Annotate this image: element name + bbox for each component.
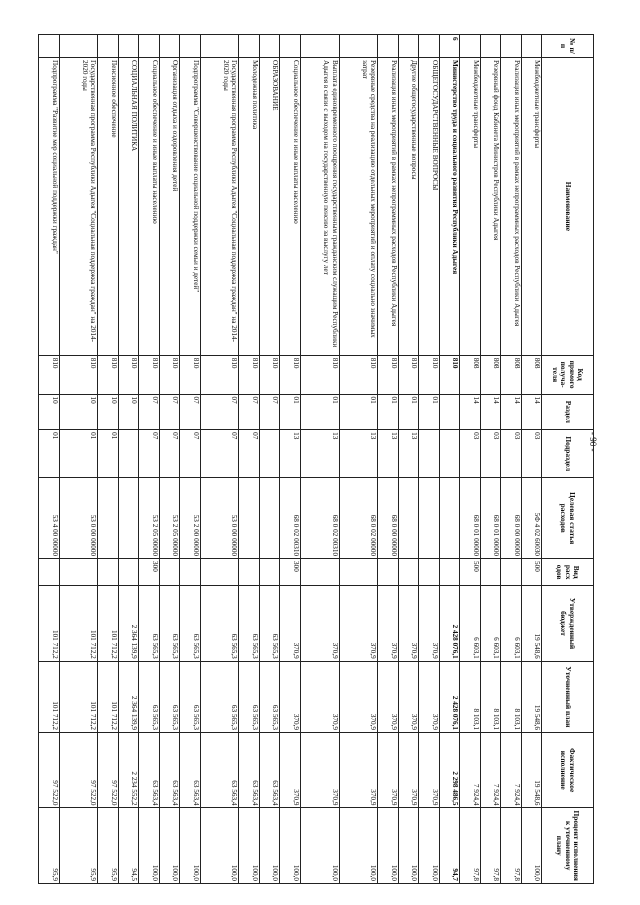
- cell-type: [39, 559, 60, 586]
- cell-subsection: [419, 430, 439, 478]
- cell-type: [259, 559, 279, 586]
- table-row: [98, 35, 118, 884]
- cell-refined: 8 103,1: [480, 661, 500, 732]
- table-row: [378, 35, 398, 884]
- table-row: [501, 35, 521, 884]
- cell-name: Резервные средства на реализацию отдельных мероприятий и оплату социально значимых затрат: [339, 58, 378, 356]
- cell-section: 01: [280, 394, 300, 430]
- cell-subsection: 13: [280, 430, 300, 478]
- cell-code: 810: [98, 355, 118, 394]
- cell-section: 14: [460, 394, 480, 430]
- cell-code: 810: [139, 355, 159, 394]
- cell-refined: 370,9: [280, 661, 300, 732]
- cell-code: 810: [180, 355, 200, 394]
- cell-approved: 63 565,3: [139, 586, 159, 661]
- table-row: [280, 35, 300, 884]
- cell-percent: 97,8: [480, 808, 500, 884]
- cell-actual: 370,9: [419, 733, 439, 808]
- cell-num: [159, 35, 179, 58]
- cell-approved: 63 565,3: [159, 586, 179, 661]
- cell-type: [180, 559, 200, 586]
- cell-refined: 63 565,3: [259, 661, 279, 732]
- cell-refined: 370,9: [300, 661, 339, 732]
- cell-percent: 95,9: [98, 808, 118, 884]
- cell-actual: 370,9: [398, 733, 418, 808]
- cell-target: [98, 478, 118, 559]
- cell-section: 10: [59, 394, 98, 430]
- cell-section: 14: [521, 394, 541, 430]
- cell-target: 53 2 00 00000: [180, 478, 200, 559]
- cell-refined: 63 565,3: [180, 661, 200, 732]
- table-row: [59, 35, 98, 884]
- header-subsection: Подраздел: [542, 430, 594, 478]
- cell-code: 810: [59, 355, 98, 394]
- cell-refined: 101 712,2: [98, 661, 118, 732]
- cell-percent: 100,0: [378, 808, 398, 884]
- cell-refined: 101 712,2: [59, 661, 98, 732]
- cell-num: [501, 35, 521, 58]
- cell-approved: 370,9: [280, 586, 300, 661]
- cell-num: [118, 35, 138, 58]
- cell-code: 810: [419, 355, 439, 394]
- cell-approved: 19 548,6: [521, 586, 541, 661]
- cell-name: ОБРАЗОВАНИЕ: [259, 58, 279, 356]
- cell-percent: 94,7: [439, 808, 459, 884]
- cell-actual: 7 924,4: [460, 733, 480, 808]
- cell-subsection: 13: [339, 430, 378, 478]
- cell-num: [39, 35, 60, 58]
- cell-target: 53 0 00 00000: [200, 478, 239, 559]
- cell-code: 810: [259, 355, 279, 394]
- cell-subsection: 03: [480, 430, 500, 478]
- header-code: Код прямого получа-теля: [542, 355, 594, 394]
- cell-percent: 94,5: [118, 808, 138, 884]
- cell-code: 810: [280, 355, 300, 394]
- cell-subsection: 07: [239, 430, 259, 478]
- cell-type: [378, 559, 398, 586]
- cell-actual: 97 522,0: [59, 733, 98, 808]
- cell-target: 53 2 05 00000: [139, 478, 159, 559]
- cell-type: 300: [280, 559, 300, 586]
- cell-num: [339, 35, 378, 58]
- cell-code: 808: [460, 355, 480, 394]
- cell-code: 810: [39, 355, 60, 394]
- header-approved: Утвержденный бюджет: [542, 586, 594, 661]
- table-row: [159, 35, 179, 884]
- cell-approved: 2 364 139,9: [118, 586, 138, 661]
- cell-refined: 63 565,3: [139, 661, 159, 732]
- cell-subsection: 01: [98, 430, 118, 478]
- cell-num: [180, 35, 200, 58]
- cell-subsection: 13: [378, 430, 398, 478]
- cell-name: ОБЩЕГОСУДАРСТВЕННЫЕ ВОПРОСЫ: [419, 58, 439, 356]
- cell-name: Реализация иных мероприятий в рамках непрограммных расходов Республики Адыгея: [501, 58, 521, 356]
- cell-actual: 63 563,4: [259, 733, 279, 808]
- table-row: [300, 35, 339, 884]
- header-actual: Фактическое исполнение: [542, 733, 594, 808]
- table-row: [139, 35, 159, 884]
- cell-percent: 100,0: [280, 808, 300, 884]
- cell-name: Государственная программа Республики Адыгея "Социальная поддержка граждан" на 2014-2020 годы: [200, 58, 239, 356]
- cell-num: [98, 35, 118, 58]
- cell-subsection: 01: [39, 430, 60, 478]
- table-header-row: [542, 35, 594, 884]
- table-row: [339, 35, 378, 884]
- cell-type: [419, 559, 439, 586]
- cell-refined: 19 548,6: [521, 661, 541, 732]
- table-row: [439, 35, 459, 884]
- cell-section: 10: [98, 394, 118, 430]
- cell-target: 68 0 02 00000: [339, 478, 378, 559]
- cell-actual: 370,9: [300, 733, 339, 808]
- cell-refined: 370,9: [419, 661, 439, 732]
- cell-refined: 101 712,2: [39, 661, 60, 732]
- cell-target: [439, 478, 459, 559]
- cell-approved: 2 428 076,1: [439, 586, 459, 661]
- cell-refined: 370,9: [398, 661, 418, 732]
- cell-name: Межбюджетные трансферты: [460, 58, 480, 356]
- cell-type: [200, 559, 239, 586]
- cell-subsection: 03: [521, 430, 541, 478]
- cell-subsection: 07: [200, 430, 239, 478]
- cell-section: 14: [480, 394, 500, 430]
- cell-approved: 370,9: [419, 586, 439, 661]
- cell-refined: 63 565,3: [159, 661, 179, 732]
- cell-percent: 95,9: [59, 808, 98, 884]
- cell-code: 810: [398, 355, 418, 394]
- cell-subsection: 01: [59, 430, 98, 478]
- cell-refined: 370,9: [378, 661, 398, 732]
- cell-approved: 63 565,3: [200, 586, 239, 661]
- cell-subsection: [439, 430, 459, 478]
- table-container: [38, 34, 594, 884]
- cell-approved: 63 565,3: [239, 586, 259, 661]
- cell-approved: 6 603,1: [501, 586, 521, 661]
- cell-approved: 6 603,1: [460, 586, 480, 661]
- cell-type: [300, 559, 339, 586]
- cell-percent: 100,0: [200, 808, 239, 884]
- cell-subsection: 13: [300, 430, 339, 478]
- cell-name: Государственная программа Республики Адыгея "Социальная поддержка граждан" на 2014-2020 годы: [59, 58, 98, 356]
- cell-subsection: 07: [139, 430, 159, 478]
- cell-subsection: 13: [398, 430, 418, 478]
- cell-type: 500: [460, 559, 480, 586]
- cell-num: [300, 35, 339, 58]
- cell-num: [59, 35, 98, 58]
- cell-target: 68 0 01 00000: [480, 478, 500, 559]
- cell-approved: 63 565,3: [259, 586, 279, 661]
- cell-actual: 63 563,4: [239, 733, 259, 808]
- cell-section: 01: [398, 394, 418, 430]
- cell-target: [239, 478, 259, 559]
- cell-actual: 63 563,4: [180, 733, 200, 808]
- cell-code: 810: [239, 355, 259, 394]
- cell-actual: 97 522,0: [98, 733, 118, 808]
- cell-name: Резервный фонд Кабинета Министров Республики Адыгея: [480, 58, 500, 356]
- cell-approved: 6 603,1: [480, 586, 500, 661]
- cell-name: СОЦИАЛЬНАЯ ПОЛИТИКА: [118, 58, 138, 356]
- cell-actual: 7 924,4: [480, 733, 500, 808]
- cell-approved: 101 712,2: [39, 586, 60, 661]
- cell-percent: 100,0: [139, 808, 159, 884]
- cell-percent: 97,8: [501, 808, 521, 884]
- cell-approved: 370,9: [300, 586, 339, 661]
- table-row: [180, 35, 200, 884]
- cell-actual: 63 563,4: [159, 733, 179, 808]
- cell-name: Молодежная политика: [239, 58, 259, 356]
- cell-approved: 370,9: [378, 586, 398, 661]
- cell-percent: 100,0: [398, 808, 418, 884]
- cell-section: 01: [419, 394, 439, 430]
- table-row: [239, 35, 259, 884]
- cell-actual: 7 924,4: [501, 733, 521, 808]
- cell-section: [439, 394, 459, 430]
- page-number: - 90 -: [588, 432, 598, 452]
- cell-section: 07: [200, 394, 239, 430]
- table-row: [118, 35, 138, 884]
- header-percent: Процент исполнения к уточненному плану: [542, 808, 594, 884]
- cell-actual: 2 234 552,2: [118, 733, 138, 808]
- table-body: [39, 35, 542, 884]
- cell-refined: 2 364 139,9: [118, 661, 138, 732]
- cell-subsection: [118, 430, 138, 478]
- cell-target: 53 2 05 00000: [159, 478, 179, 559]
- cell-target: 53 4 00 00000: [39, 478, 60, 559]
- cell-section: 07: [139, 394, 159, 430]
- table-row: [419, 35, 439, 884]
- cell-section: 01: [339, 394, 378, 430]
- cell-subsection: [259, 430, 279, 478]
- cell-num: [419, 35, 439, 58]
- header-target: Целевая статья расходов: [542, 478, 594, 559]
- cell-actual: 370,9: [378, 733, 398, 808]
- cell-target: [259, 478, 279, 559]
- cell-target: 68 0 00 00000: [378, 478, 398, 559]
- cell-subsection: 03: [501, 430, 521, 478]
- cell-actual: 63 563,4: [139, 733, 159, 808]
- cell-num: [521, 35, 541, 58]
- cell-section: 01: [378, 394, 398, 430]
- cell-code: 808: [480, 355, 500, 394]
- table-row: [39, 35, 60, 884]
- cell-name: Подпрограмма "Развитие мер социальной поддержки граждан": [39, 58, 60, 356]
- cell-actual: 19 548,6: [521, 733, 541, 808]
- cell-num: [398, 35, 418, 58]
- table-row: [521, 35, 541, 884]
- cell-target: 68 0 02 00310: [300, 478, 339, 559]
- cell-section: 07: [180, 394, 200, 430]
- cell-code: 808: [501, 355, 521, 394]
- cell-name: Пенсионное обеспечение: [98, 58, 118, 356]
- cell-type: 300: [139, 559, 159, 586]
- cell-code: 810: [118, 355, 138, 394]
- cell-approved: 370,9: [339, 586, 378, 661]
- cell-num: [480, 35, 500, 58]
- header-name: Наименование: [542, 58, 594, 356]
- table-row: [460, 35, 480, 884]
- cell-subsection: 03: [460, 430, 480, 478]
- cell-target: [419, 478, 439, 559]
- cell-num: [139, 35, 159, 58]
- cell-section: 07: [239, 394, 259, 430]
- cell-num: [239, 35, 259, 58]
- cell-percent: 100,0: [239, 808, 259, 884]
- cell-percent: 100,0: [159, 808, 179, 884]
- cell-percent: 100,0: [300, 808, 339, 884]
- cell-type: [480, 559, 500, 586]
- cell-type: 500: [521, 559, 541, 586]
- cell-percent: 100,0: [180, 808, 200, 884]
- cell-refined: 2 428 076,1: [439, 661, 459, 732]
- cell-section: 10: [39, 394, 60, 430]
- cell-name: Социальное обеспечение и иные выплаты населению: [280, 58, 300, 356]
- cell-approved: 101 712,2: [98, 586, 118, 661]
- cell-num: [200, 35, 239, 58]
- cell-type: [98, 559, 118, 586]
- cell-type: [339, 559, 378, 586]
- cell-actual: 370,9: [339, 733, 378, 808]
- cell-section: 14: [501, 394, 521, 430]
- cell-section: 01: [300, 394, 339, 430]
- cell-code: 810: [300, 355, 339, 394]
- cell-type: [59, 559, 98, 586]
- cell-percent: 100,0: [521, 808, 541, 884]
- cell-code: 810: [159, 355, 179, 394]
- cell-actual: 97 522,0: [39, 733, 60, 808]
- cell-code: 808: [521, 355, 541, 394]
- header-refined: Уточненный план: [542, 661, 594, 732]
- cell-approved: 63 565,3: [180, 586, 200, 661]
- cell-percent: 97,8: [460, 808, 480, 884]
- cell-percent: 100,0: [259, 808, 279, 884]
- cell-actual: 370,9: [280, 733, 300, 808]
- cell-target: 5Ф 4 02 60030: [521, 478, 541, 559]
- cell-name: Организация отдыха и оздоровления детей: [159, 58, 179, 356]
- cell-target: [118, 478, 138, 559]
- cell-name: Межбюджетные трансферты: [521, 58, 541, 356]
- cell-num: [259, 35, 279, 58]
- cell-name: Социальное обеспечение и иные выплаты населению: [139, 58, 159, 356]
- budget-table: [38, 34, 594, 884]
- cell-refined: 370,9: [339, 661, 378, 732]
- cell-name: Реализация иных мероприятий в рамках непрограммных расходов Республики Адыгея: [378, 58, 398, 356]
- cell-target: 53 0 00 00000: [59, 478, 98, 559]
- cell-name: Министерство труда и социального развития Республики Адыгея: [439, 58, 459, 356]
- cell-num: [378, 35, 398, 58]
- cell-actual: 63 563,4: [200, 733, 239, 808]
- cell-approved: 370,9: [398, 586, 418, 661]
- cell-target: 68 0 01 00000: [460, 478, 480, 559]
- cell-type: [439, 559, 459, 586]
- cell-percent: 95,9: [39, 808, 60, 884]
- cell-type: [398, 559, 418, 586]
- cell-subsection: 07: [180, 430, 200, 478]
- table-row: [480, 35, 500, 884]
- cell-name: Другие общегосударственные вопросы: [398, 58, 418, 356]
- cell-code: 810: [339, 355, 378, 394]
- cell-type: [118, 559, 138, 586]
- cell-type: [501, 559, 521, 586]
- table-row: [259, 35, 279, 884]
- cell-code: 810: [439, 355, 459, 394]
- cell-target: 68 0 02 00310: [280, 478, 300, 559]
- cell-refined: 63 565,3: [200, 661, 239, 732]
- cell-name: Выплата единовременного поощрения государственным гражданским служащим Республики Адыгея в связи с выходом на государственную пенсию за выслугу лет: [300, 58, 339, 356]
- cell-refined: 8 103,1: [460, 661, 480, 732]
- cell-subsection: 07: [159, 430, 179, 478]
- cell-target: [398, 478, 418, 559]
- cell-type: [239, 559, 259, 586]
- cell-name: Подпрограмма "Совершенствование социальной поддержки семьи и детей": [180, 58, 200, 356]
- cell-num: 6: [439, 35, 459, 58]
- cell-type: [159, 559, 179, 586]
- cell-num: [280, 35, 300, 58]
- cell-percent: 100,0: [419, 808, 439, 884]
- table-row: [200, 35, 239, 884]
- cell-approved: 101 712,2: [59, 586, 98, 661]
- header-type: Вид расх одов: [542, 559, 594, 586]
- cell-section: 07: [159, 394, 179, 430]
- cell-code: 810: [200, 355, 239, 394]
- cell-percent: 100,0: [339, 808, 378, 884]
- header-section: Раздел: [542, 394, 594, 430]
- cell-refined: 8 103,1: [501, 661, 521, 732]
- cell-num: [460, 35, 480, 58]
- cell-actual: 2 298 486,5: [439, 733, 459, 808]
- cell-section: 07: [259, 394, 279, 430]
- cell-section: 10: [118, 394, 138, 430]
- header-num: № п/п: [542, 35, 594, 58]
- cell-code: 810: [378, 355, 398, 394]
- cell-refined: 63 565,3: [239, 661, 259, 732]
- cell-target: 68 0 00 00000: [501, 478, 521, 559]
- table-row: [398, 35, 418, 884]
